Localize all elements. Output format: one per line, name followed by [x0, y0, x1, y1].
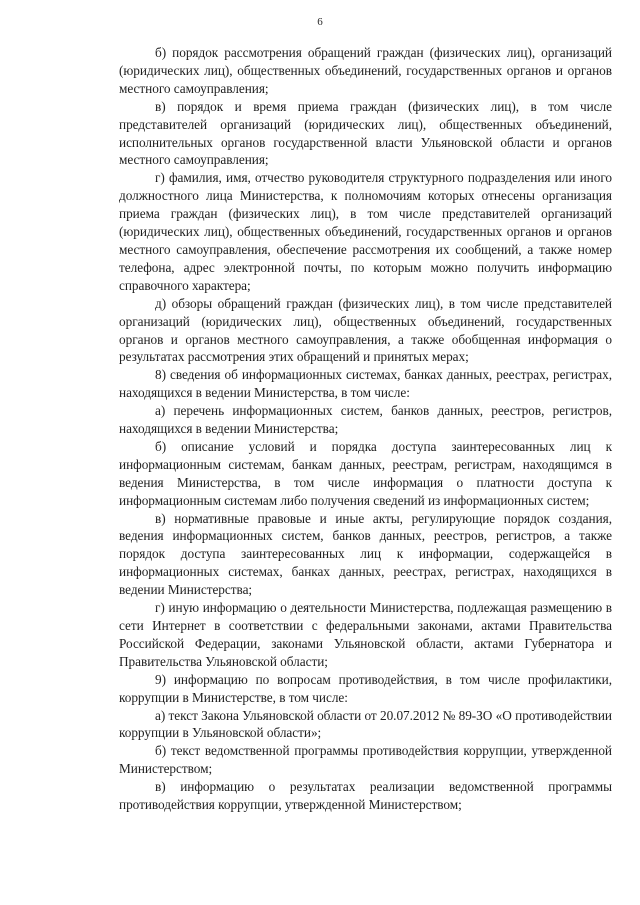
paragraph: в) нормативные правовые и иные акты, регулирующие порядок создания, ведения информационных систем, банков данных, реестров, регистров, а также порядок доступа заинтересованных лиц к информации, содержащейся в информационных системах, банках данных, реестрах, регистрах, находящихся в ведении Министерства; — [119, 510, 612, 598]
paragraph: а) перечень информационных систем, банков данных, реестров, регистров, находящихся в ведении Министерства; — [119, 403, 612, 437]
paragraph: а) текст Закона Ульяновской области от 20.07.2012 № 89-ЗО «О противодействии коррупции в Ульяновской области»; — [119, 707, 612, 741]
paragraph: 9) информацию по вопросам противодействия, в том числе профилактики, коррупции в Министерстве, в том числе: — [119, 671, 612, 705]
paragraph: в) порядок и время приема граждан (физических лиц), в том числе представителей организаций (юридических лиц), общественных объединений, исполнительных органов государственной власти Ульяновской области и органов местного самоуправления; — [119, 98, 612, 168]
paragraph: в) информацию о результатах реализации ведомственной программы противодействия коррупции, утвержденной Министерством; — [119, 779, 612, 813]
paragraph: 8) сведения об информационных системах, банках данных, реестрах, регистрах, находящихся в ведении Министерства, в том числе: — [119, 367, 612, 401]
page-number: 6 — [317, 16, 323, 28]
paragraph: б) описание условий и порядка доступа заинтересованных лиц к информационным системам, банкам данных, реестрам, регистрам, находящимся в ведения Министерства, в том числе информация о платности доступа к информационным системам либо получения сведений из информационных систем; — [119, 438, 612, 508]
paragraph: г) фамилия, имя, отчество руководителя структурного подразделения или иного должностного лица Министерства, к полномочиям которых отнесены организация приема граждан (физических лиц), в том числе представителей организаций (юридических лиц), общественных объединений, государственных органов и органов местного самоуправления, обеспечение рассмотрения их сообщений, а также номер телефона, адрес электронной почты, по которым можно получить информацию справочного характера; — [119, 170, 612, 293]
paragraph: г) иную информацию о деятельности Министерства, подлежащая размещению в сети Интернет в соответствии с федеральными законами, актами Правительства Российской Федерации, законами Ульяновской области, актами Губернатора и Правительства Ульяновской области; — [119, 600, 612, 669]
document-body — [119, 44, 612, 814]
paragraph: б) текст ведомственной программы противодействия коррупции, утвержденной Министерством; — [119, 743, 612, 777]
paragraph: д) обзоры обращений граждан (физических лиц), в том числе представителей организаций (юридических лиц), общественных объединений, государственных органов и органов местного самоуправления, а также обобщенная информация о результатах рассмотрения этих обращений и принятых мерах; — [119, 295, 612, 365]
paragraph: б) порядок рассмотрения обращений граждан (физических лиц), организаций (юридических лиц), общественных объединений, государственных органов и органов местного самоуправления; — [119, 45, 612, 96]
